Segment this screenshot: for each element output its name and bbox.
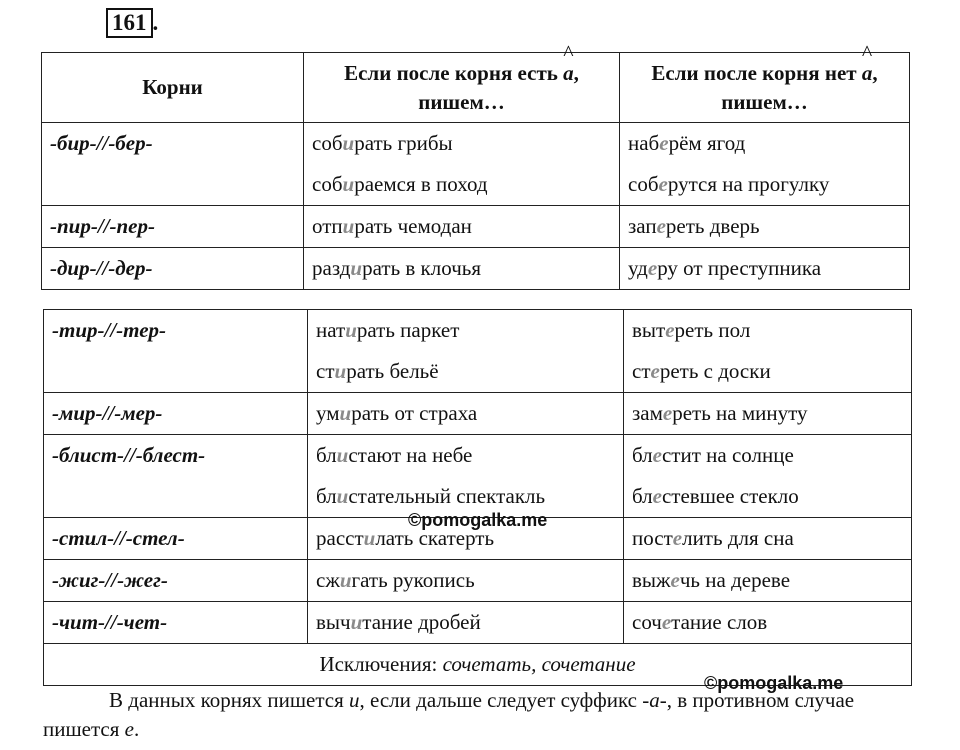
example-suffix: чь на дереве — [679, 568, 791, 592]
rule-suffix-a: -а- — [642, 688, 667, 712]
example-without-a-cell — [624, 602, 912, 644]
example-suffix: ру от преступника — [657, 256, 822, 280]
root-cell: -чит-//-чет- — [44, 602, 308, 644]
example-with-a-cell — [308, 560, 624, 602]
example-suffix: стит на солнце — [661, 443, 794, 467]
example-phrase — [632, 518, 903, 559]
example-prefix: бл — [632, 484, 653, 508]
exceptions-label: Исключения: — [319, 652, 443, 676]
example-with-a-cell — [304, 123, 620, 206]
example-without-a-cell — [620, 248, 910, 290]
example-suffix: рём ягод — [668, 131, 746, 155]
highlighted-vowel: е — [650, 359, 660, 383]
example-phrase — [316, 560, 615, 601]
letter-a-with-hat: ^ а — [862, 59, 873, 88]
example-with-a-cell — [308, 435, 624, 518]
example-with-a-cell — [304, 248, 620, 290]
table-row — [44, 435, 912, 518]
table-body-1 — [42, 123, 910, 290]
example-suffix: реть с доски — [659, 359, 771, 383]
example-without-a-cell — [624, 518, 912, 560]
root-cell: -бир-//-бер- — [42, 123, 304, 206]
example-suffix: рать чемодан — [354, 214, 472, 238]
example-phrase — [316, 435, 615, 476]
example-phrase — [316, 393, 615, 434]
example-suffix: тание дробей — [362, 610, 481, 634]
example-without-a-cell — [620, 123, 910, 206]
example-prefix: сж — [316, 568, 340, 592]
highlighted-vowel: и — [363, 526, 376, 550]
exercise-number-box: 161 — [106, 8, 153, 38]
header-without-a-suffix: , пишем… — [721, 60, 878, 114]
table-row — [42, 206, 910, 248]
example-phrase — [312, 164, 611, 205]
roots-table-part-2 — [43, 309, 912, 686]
header-with-a — [304, 53, 620, 123]
example-prefix: пост — [632, 526, 673, 550]
example-suffix: реть на минуту — [672, 401, 808, 425]
highlighted-vowel: и — [350, 610, 363, 634]
example-prefix: отп — [312, 214, 343, 238]
example-prefix: наб — [628, 131, 660, 155]
highlighted-vowel: и — [342, 214, 355, 238]
example-suffix: рутся на прогулку — [667, 172, 830, 196]
example-prefix: расст — [316, 526, 364, 550]
example-suffix: раемся в поход — [354, 172, 488, 196]
example-prefix: соб — [628, 172, 659, 196]
example-prefix: бл — [632, 443, 653, 467]
example-phrase — [316, 602, 615, 643]
rule-letter-e: е — [124, 717, 134, 741]
rule-text-1: В данных корнях пишется — [109, 688, 350, 712]
highlighted-vowel: и — [350, 256, 363, 280]
root-cell: -тир-//-тер- — [44, 310, 308, 393]
highlighted-vowel: е — [661, 610, 672, 634]
root-cell: -стил-//-стел- — [44, 518, 308, 560]
example-without-a-cell — [624, 560, 912, 602]
highlighted-vowel: и — [342, 131, 355, 155]
root-cell: -пир-//-пер- — [42, 206, 304, 248]
example-prefix: разд — [312, 256, 351, 280]
example-prefix: уд — [628, 256, 648, 280]
example-suffix: лить для сна — [682, 526, 794, 550]
table-row — [42, 248, 910, 290]
example-phrase — [632, 560, 903, 601]
example-suffix: рать паркет — [356, 318, 460, 342]
root-cell: -блист-//-блест- — [44, 435, 308, 518]
header-with-a-text: Если после корня есть — [344, 60, 564, 85]
example-suffix: стательный спектакль — [348, 484, 546, 508]
rule-paragraph — [43, 686, 911, 744]
rule-text-2: , если дальше следует суффикс — [359, 688, 643, 712]
table-row — [44, 602, 912, 644]
table-row — [42, 123, 910, 206]
root-cell: -жиг-//-жег- — [44, 560, 308, 602]
watermark-bottom-right: ©pomogalka.me — [704, 673, 844, 693]
highlighted-vowel: е — [652, 443, 662, 467]
example-suffix: реть пол — [674, 318, 751, 342]
example-suffix: рать грибы — [354, 131, 453, 155]
example-prefix: ст — [316, 359, 335, 383]
example-without-a-cell — [624, 435, 912, 518]
example-suffix: рать в клочья — [362, 256, 481, 280]
exercise-number: 161 . — [106, 8, 158, 38]
example-phrase — [632, 393, 903, 434]
example-phrase — [316, 310, 615, 351]
example-prefix: соб — [312, 131, 343, 155]
example-phrase — [632, 476, 903, 517]
example-prefix: выж — [632, 568, 671, 592]
highlighted-vowel: е — [647, 256, 658, 280]
rule-letter-i: и — [349, 688, 360, 712]
highlighted-vowel: е — [652, 484, 662, 508]
example-phrase — [628, 206, 901, 247]
letter-a-with-hat: ^ а — [563, 59, 574, 88]
example-phrase — [632, 351, 903, 392]
example-phrase — [628, 164, 901, 205]
table-header-row — [42, 53, 910, 123]
example-phrase — [632, 310, 903, 351]
example-phrase — [316, 351, 615, 392]
table-body-2 — [44, 310, 912, 644]
example-prefix: соб — [312, 172, 343, 196]
highlighted-vowel: е — [662, 401, 673, 425]
roots-table-part-1 — [41, 52, 910, 290]
example-with-a-cell — [308, 602, 624, 644]
header-without-a — [620, 53, 910, 123]
example-without-a-cell — [624, 310, 912, 393]
example-suffix: тание слов — [671, 610, 768, 634]
example-prefix: ст — [632, 359, 651, 383]
example-with-a-cell — [308, 393, 624, 435]
highlighted-vowel: е — [665, 318, 675, 342]
table-row — [44, 310, 912, 393]
example-without-a-cell — [624, 393, 912, 435]
example-prefix: выт — [632, 318, 666, 342]
example-phrase — [632, 435, 903, 476]
example-phrase — [628, 248, 901, 289]
rule-text-3: , в противном случае пишется — [43, 688, 855, 741]
example-suffix: рать от страха — [351, 401, 478, 425]
highlighted-vowel: и — [339, 401, 352, 425]
header-with-a-suffix: , пишем… — [418, 60, 579, 114]
highlighted-vowel: и — [334, 359, 347, 383]
example-prefix: бл — [316, 484, 337, 508]
example-suffix: рать бельё — [346, 359, 439, 383]
example-suffix: стают на небе — [348, 443, 473, 467]
highlighted-vowel: и — [336, 443, 349, 467]
example-phrase — [312, 206, 611, 247]
highlighted-vowel: е — [658, 172, 668, 196]
example-with-a-cell — [304, 206, 620, 248]
example-suffix: лать скатерть — [375, 526, 495, 550]
example-without-a-cell — [620, 206, 910, 248]
watermark-center: ©pomogalka.me — [408, 510, 548, 530]
example-suffix: стевшее стекло — [661, 484, 799, 508]
rule-text-4: . — [133, 717, 140, 741]
header-without-a-text: Если после корня нет — [651, 60, 862, 85]
example-prefix: ум — [316, 401, 340, 425]
example-prefix: зап — [628, 214, 657, 238]
example-phrase — [632, 602, 903, 643]
highlighted-vowel: е — [659, 131, 669, 155]
example-prefix: соч — [632, 610, 662, 634]
example-phrase — [312, 123, 611, 164]
example-with-a-cell — [308, 310, 624, 393]
exceptions-words: сочетать, сочетание — [442, 652, 636, 676]
example-suffix: реть дверь — [665, 214, 760, 238]
root-cell: -дир-//-дер- — [42, 248, 304, 290]
example-suffix: гать рукопись — [351, 568, 475, 592]
example-prefix: выч — [316, 610, 351, 634]
highlighted-vowel: е — [656, 214, 666, 238]
highlighted-vowel: и — [345, 318, 357, 342]
example-phrase — [312, 248, 611, 289]
highlighted-vowel: е — [672, 526, 683, 550]
highlighted-vowel: и — [336, 484, 349, 508]
highlighted-vowel: и — [339, 568, 352, 592]
header-roots: Корни — [42, 53, 304, 123]
highlighted-vowel: и — [342, 172, 355, 196]
highlighted-vowel: е — [670, 568, 680, 592]
example-prefix: нат — [316, 318, 346, 342]
table-row — [44, 560, 912, 602]
table-row — [44, 393, 912, 435]
example-prefix: зам — [632, 401, 663, 425]
example-prefix: бл — [316, 443, 337, 467]
example-phrase — [628, 123, 901, 164]
root-cell: -мир-//-мер- — [44, 393, 308, 435]
